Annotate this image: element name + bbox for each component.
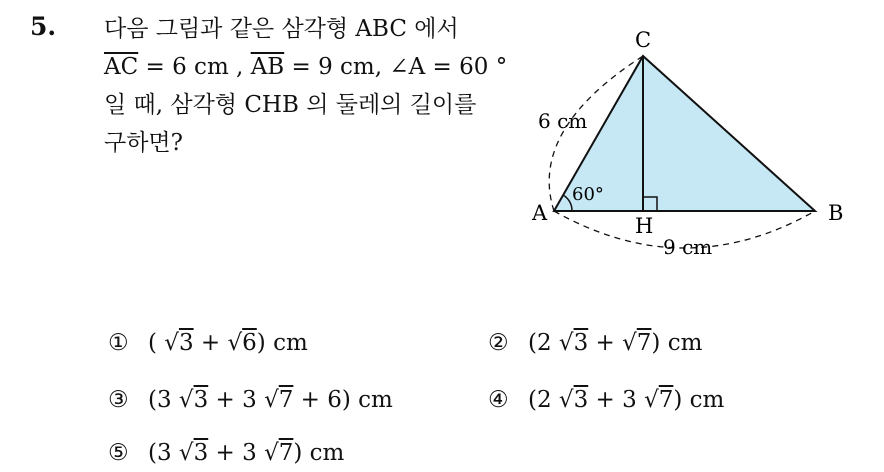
label-vertex-a: A: [532, 201, 548, 225]
segment-ab: $\overline{AB}$: [250, 54, 285, 80]
label-angle-a: 60°: [572, 184, 604, 205]
label-vertex-b: B: [828, 201, 844, 225]
question-stem: [104, 10, 514, 162]
choice-1[interactable]: [108, 330, 308, 356]
stem-line-4: 구하면?: [104, 130, 183, 156]
stem-ac-value: = 6 cm ,: [138, 54, 251, 80]
choice-text: (2 √3 + 3 √7) cm: [528, 387, 725, 413]
choice-text: (2 √3 + √7) cm: [528, 330, 703, 356]
label-foot-h: H: [635, 214, 654, 238]
triangle-figure: [520, 20, 860, 270]
question-number: 5.: [30, 12, 57, 41]
choice-2[interactable]: [488, 330, 702, 356]
choice-4[interactable]: [488, 387, 724, 413]
choice-text: (3 √3 + 3 √7) cm: [148, 440, 345, 466]
label-length-ac: 6 cm: [538, 109, 588, 133]
choice-marker: ①: [108, 330, 129, 356]
stem-line-1: 다음 그림과 같은 삼각형 ABC 에서: [104, 16, 459, 42]
choice-marker: ②: [488, 330, 509, 356]
choice-3[interactable]: [108, 387, 393, 413]
segment-ac: $\overline{AC}$: [104, 54, 139, 80]
choice-5[interactable]: [108, 440, 344, 466]
label-vertex-c: C: [635, 28, 652, 52]
choice-marker: ④: [488, 387, 509, 413]
choice-marker: ③: [108, 387, 129, 413]
stem-line-3: 일 때, 삼각형 CHB 의 둘레의 길이를: [104, 92, 477, 118]
choice-text: ( √3 + √6) cm: [148, 330, 308, 356]
choice-marker: ⑤: [108, 440, 129, 466]
label-length-ab: 9 cm: [663, 235, 713, 259]
choice-text: (3 √3 + 3 √7 + 6) cm: [148, 387, 393, 413]
stem-ab-angle: = 9 cm, ∠A = 60 °: [284, 54, 508, 80]
stem-line-2: [104, 48, 514, 86]
